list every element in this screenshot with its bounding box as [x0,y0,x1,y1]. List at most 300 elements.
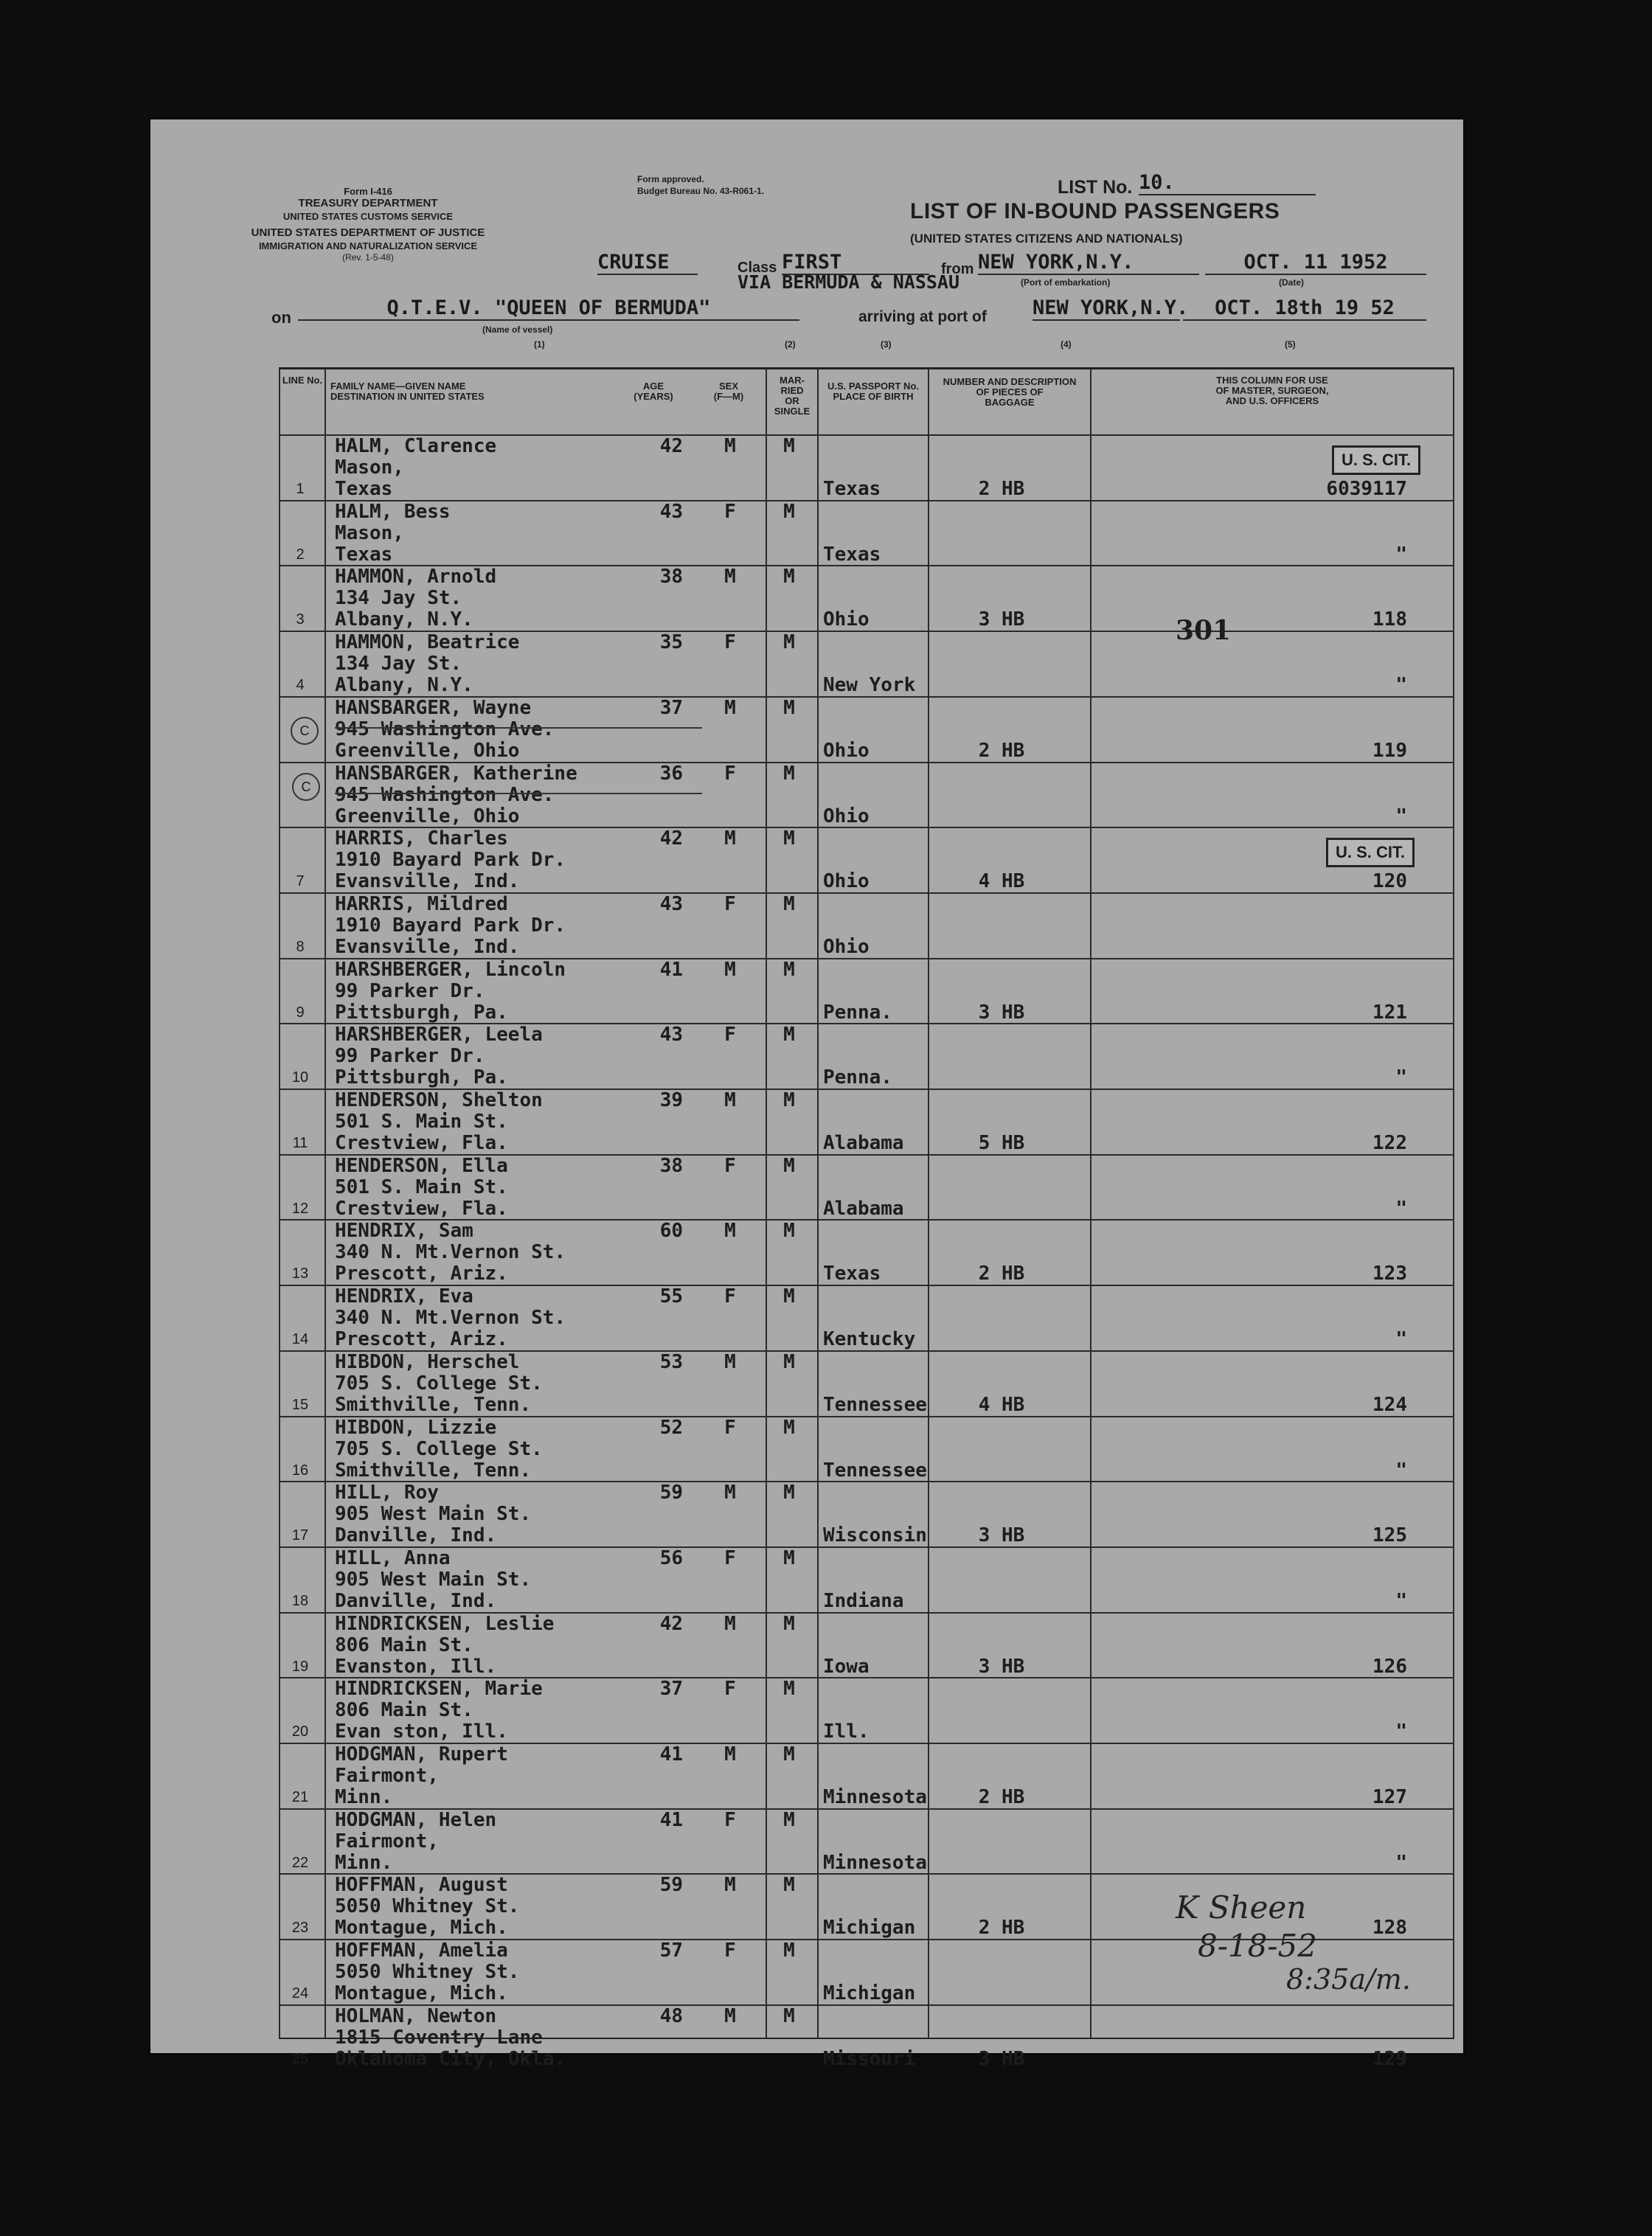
sex-cell: M [724,1350,736,1373]
col-num-2: (2) [785,339,796,350]
passenger-name-block [335,1024,543,1089]
from-label: from [941,261,974,277]
officer-cell: " [1395,1851,1407,1874]
destination-line: 705 S. College St. [335,1437,543,1460]
marital-cell: M [783,1350,795,1373]
sex-cell: M [724,2004,736,2027]
birthplace-cell: Penna. [823,1001,892,1024]
destination-line: 905 West Main St. [335,1568,532,1591]
marital-cell: M [783,762,795,785]
passenger-name: HARSHBERGER, Lincoln [335,958,566,981]
officer-cell: 121 [1372,1001,1407,1024]
baggage-cell: 4 HB [978,870,1025,893]
line-number: 23 [291,1920,309,1937]
table-row [279,1677,1454,1743]
birthplace-cell: New York [823,674,916,697]
destination-line: Evansville, Ind. [335,935,520,958]
table-row [279,1808,1454,1875]
table-row [279,1285,1454,1351]
destination-line: 134 Jay St. [335,587,462,610]
date-caption: (Date) [1279,277,1305,288]
destination-line: Montague, Mich. [335,1982,508,2005]
baggage-cell: 2 HB [978,739,1025,762]
sex-cell: F [724,892,736,915]
passenger-name-block [335,1286,566,1350]
line-number: 18 [291,1592,309,1609]
treasury-dept: TREASURY DEPARTMENT [298,197,438,209]
officer-cell: " [1395,1197,1407,1220]
birthplace-cell: Ohio [823,739,870,762]
passenger-name: HALM, Clarence [335,435,497,457]
marital-cell: M [783,892,795,915]
header-baggage: NUMBER AND DESCRIPTION OF PIECES OF BAGGAGE [943,376,1077,408]
signature-date: 8-18-52 [1198,1928,1317,1964]
age-cell: 59 [659,1874,683,1897]
marital-cell: M [783,958,795,981]
baggage-cell: 3 HB [978,2047,1025,2070]
header-married: MAR- RIED OR SINGLE [774,375,811,417]
sex-cell: F [724,631,736,654]
passenger-name: HINDRICKSEN, Leslie [335,1612,555,1635]
destination-line: Texas [335,543,393,566]
birthplace-cell: Ohio [823,608,870,631]
passenger-name-block [335,1482,531,1546]
header-passport: U.S. PASSPORT No. PLACE OF BIRTH [827,381,919,402]
officer-cell: " [1395,805,1407,827]
sex-cell: M [724,1743,736,1765]
marital-cell: M [783,435,795,457]
destination-line: 5050 Whitney St. [335,1961,520,1984]
col-num-4: (4) [1061,339,1072,350]
passenger-name-block [335,1221,566,1285]
manifest-sheet [150,119,1463,2070]
passenger-name-block [335,566,496,631]
passenger-name: HIBDON, Herschel [335,1350,520,1373]
destination-line: 945 Washington Ave. [335,783,555,806]
marital-cell: M [783,1220,795,1243]
sex-cell: M [724,566,736,588]
sex-cell: M [724,696,736,719]
age-cell: 35 [659,631,683,654]
birthplace-cell: Texas [823,478,881,500]
birthplace-cell: Kentucky [823,1328,916,1351]
line-number: 11 [292,1135,308,1151]
embark-date: OCT. 11 1952 [1205,251,1426,275]
officer-cell: 124 [1372,1393,1407,1416]
baggage-cell: 2 HB [978,1263,1025,1285]
destination-line: Montague, Mich. [335,1917,508,1940]
justice-dept: UNITED STATES DEPARTMENT OF JUSTICE [251,226,485,239]
passenger-name: HARRIS, Charles [335,827,508,850]
age-cell: 38 [659,1154,683,1177]
officer-cell: " [1395,1589,1407,1612]
line-number: 15 [291,1396,309,1413]
class-value: FIRST [782,251,929,275]
page-title: LIST OF IN-BOUND PASSENGERS [910,199,1280,223]
table-row [279,2004,1454,2071]
passenger-name: HALM, Bess [335,500,451,523]
line-number: 24 [291,1985,309,2002]
age-cell: 41 [659,958,683,981]
passenger-name: HILL, Roy [335,1482,439,1504]
line-number: 12 [291,1200,309,1217]
table-row [279,1481,1454,1547]
age-cell: 60 [659,1220,683,1243]
birthplace-cell: Wisconsin [823,1524,927,1547]
birthplace-cell: Alabama [823,1197,904,1220]
line-number: 21 [291,1789,309,1805]
officer-cell: 120 [1372,870,1407,893]
passenger-name: HILL, Anna [335,1546,451,1569]
passenger-name: HENDRIX, Sam [335,1220,473,1243]
budget-bureau: Budget Bureau No. 43-R061-1. [637,186,765,196]
arrival-date: OCT. 18th 19 52 [1183,296,1426,321]
marital-cell: M [783,1285,795,1308]
passenger-name-block [335,1940,519,2004]
marital-cell: M [783,1482,795,1504]
table-row [279,631,1454,697]
table-row [279,500,1454,566]
table-row [279,1546,1454,1613]
line-number: 20 [291,1723,309,1740]
table-row [279,1219,1454,1285]
birthplace-cell: Tennessee [823,1393,927,1416]
age-cell: 39 [659,1089,683,1111]
via-route: VIA BERMUDA & NASSAU [738,271,960,293]
birthplace-cell: Tennessee [823,1459,927,1482]
line-number: 14 [291,1331,309,1348]
passenger-name-block [335,1090,543,1154]
age-cell: 43 [659,500,683,523]
form-approved: Form approved. [637,174,704,184]
line-number: 17 [291,1527,309,1544]
marital-cell: M [783,1678,795,1701]
us-citizen-stamp: U. S. CIT. [1332,445,1420,475]
age-cell: 56 [659,1546,683,1569]
sex-cell: M [724,1089,736,1111]
page-subtitle: (UNITED STATES CITIZENS AND NATIONALS) [910,232,1183,246]
destination-line: Fairmont, [335,1830,439,1853]
destination-line: Prescott, Ariz. [335,1328,508,1351]
marital-cell: M [783,2004,795,2027]
age-cell: 41 [659,1743,683,1765]
line-number: 16 [291,1462,309,1479]
header-line: LINE No. [282,375,323,386]
officer-cell: 129 [1372,2047,1407,2070]
vessel-caption: (Name of vessel) [482,324,553,335]
signature-time: 8:35a/m. [1286,1963,1411,1996]
list-number: 10. [1139,171,1316,195]
line-number: 2 [296,546,305,563]
embark-port: NEW YORK,N.Y. [978,251,1199,275]
marital-cell: M [783,827,795,850]
passenger-name: HENDERSON, Ella [335,1154,508,1177]
table-row [279,565,1454,631]
destination-line: Albany, N.Y. [335,608,473,631]
vessel-name: Q.T.E.V. "QUEEN OF BERMUDA" [298,296,799,321]
destination-line: 1910 Bayard Park Dr. [335,849,566,872]
sex-cell: F [724,1678,736,1701]
destination-line: Mason, [335,521,404,544]
arrival-port: NEW YORK,N.Y. [1032,296,1189,319]
passenger-name-block [335,1156,508,1220]
col-num-5: (5) [1285,339,1296,350]
passenger-name-block [335,1352,543,1416]
passenger-name: HAMMON, Beatrice [335,631,520,654]
birthplace-cell: Indiana [823,1589,904,1612]
baggage-cell: 3 HB [978,1524,1025,1547]
age-cell: 57 [659,1940,683,1962]
birthplace-cell: Ohio [823,870,870,893]
birthplace-cell: Alabama [823,1132,904,1154]
marital-cell: M [783,696,795,719]
age-cell: 43 [659,1024,683,1046]
col-num-1: (1) [534,339,545,350]
age-cell: 55 [659,1285,683,1308]
destination-line: Fairmont, [335,1765,439,1787]
sex-cell: F [724,1285,736,1308]
table-row [279,892,1454,959]
header-officers: THIS COLUMN FOR USE OF MASTER, SURGEON, AND U.S. OFFICERS [1215,375,1329,406]
passenger-name-block [335,1744,508,1808]
baggage-cell: 4 HB [978,1393,1025,1416]
us-citizen-stamp: U. S. CIT. [1326,838,1415,867]
cancel-circle: C [291,717,319,745]
passenger-name: HINDRICKSEN, Marie [335,1678,543,1701]
marital-cell: M [783,631,795,654]
baggage-cell: 3 HB [978,608,1025,631]
destination-line: Smithville, Tenn. [335,1459,532,1482]
passenger-name: HOFFMAN, August [335,1874,508,1897]
officer-cell: 6039117 [1326,478,1407,500]
officer-cell: " [1395,1721,1407,1743]
line-number: 19 [291,1658,309,1675]
passenger-name-block [335,1875,519,1939]
form-revision: (Rev. 1-5-48) [342,252,394,263]
officer-cell: " [1395,1066,1407,1089]
sex-cell: F [724,1416,736,1439]
ledger-number: 301 [1176,615,1232,646]
birthplace-cell: Missouri [823,2047,916,2070]
birthplace-cell: Ohio [823,805,870,827]
cancel-circle: C [292,773,320,801]
age-cell: 52 [659,1416,683,1439]
marital-cell: M [783,1089,795,1111]
destination-line: Minn. [335,1851,393,1874]
age-cell: 37 [659,1678,683,1701]
destination-line: Greenville, Ohio [335,739,520,762]
birthplace-cell: Ohio [823,935,870,958]
age-cell: 48 [659,2004,683,2027]
baggage-cell: 2 HB [978,1917,1025,1940]
destination-line: 905 West Main St. [335,1503,532,1526]
line-number: 22 [291,1854,309,1871]
marital-cell: M [783,566,795,588]
sex-cell: M [724,435,736,457]
ins-service: IMMIGRATION AND NATURALIZATION SERVICE [258,240,478,251]
line-number: 8 [296,938,305,955]
destination-line: Smithville, Tenn. [335,1393,532,1416]
birthplace-cell: Michigan [823,1982,916,2005]
passenger-name-block [335,1614,554,1678]
officer-cell: 126 [1372,1655,1407,1678]
officer-cell: 122 [1372,1132,1407,1154]
header-sex: SEX (F—M) [713,381,744,402]
age-cell: 36 [659,762,683,785]
marital-cell: M [783,1743,795,1765]
destination-line: Danville, Ind. [335,1589,497,1612]
destination-line: Evan ston, Ill. [335,1721,508,1743]
destination-line: Prescott, Ariz. [335,1263,508,1285]
header-name: FAMILY NAME—GIVEN NAME DESTINATION IN UNITED STATES [330,381,485,402]
officer-cell: " [1395,1459,1407,1482]
sex-cell: M [724,1612,736,1635]
birthplace-cell: Penna. [823,1066,892,1089]
table-row [279,762,1454,828]
passenger-name: HAMMON, Arnold [335,566,497,588]
sex-cell: M [724,1220,736,1243]
marital-cell: M [783,1154,795,1177]
age-cell: 42 [659,435,683,457]
officer-cell: 128 [1372,1917,1407,1940]
passenger-name-block [335,763,577,827]
destination-line: Pittsburgh, Pa. [335,1066,508,1089]
line-number: 10 [291,1069,309,1086]
form-number: Form I-416 [344,186,392,197]
destination-line: 705 S. College St. [335,1372,543,1395]
birthplace-cell: Michigan [823,1917,916,1940]
table-row [279,827,1454,893]
sex-cell: M [724,1874,736,1897]
destination-line: Danville, Ind. [335,1524,497,1547]
baggage-cell: 2 HB [978,1786,1025,1808]
destination-line: Crestview, Fla. [335,1132,508,1154]
sex-cell: F [724,500,736,523]
destination-line: 99 Parker Dr. [335,1045,485,1068]
marital-cell: M [783,500,795,523]
destination-line: Oklahoma City, Okla. [335,2047,566,2070]
table-row [279,958,1454,1024]
passenger-name-block [335,632,519,696]
passenger-name-block [335,828,566,892]
passenger-name-block [335,894,566,958]
line-number: 9 [296,1004,305,1021]
col-num-3: (3) [881,339,892,350]
sex-cell: F [724,1808,736,1831]
line-number: 1 [296,481,305,497]
passenger-name-block [335,1417,543,1482]
passenger-name: HARSHBERGER, Leela [335,1024,543,1046]
marital-cell: M [783,1024,795,1046]
age-cell: 53 [659,1350,683,1373]
destination-line: 501 S. Main St. [335,1111,508,1133]
line-number: 7 [296,873,305,890]
destination-line: 340 N. Mt.Vernon St. [335,1307,566,1330]
table-row [279,1743,1454,1809]
passenger-name: HANSBARGER, Wayne [335,696,532,719]
passenger-name: HODGMAN, Helen [335,1808,497,1831]
officer-cell: 127 [1372,1786,1407,1808]
destination-line: Evansville, Ind. [335,870,520,893]
line-number: 25 [291,2050,309,2067]
sex-cell: M [724,958,736,981]
passenger-name-block [335,436,496,500]
sex-cell: F [724,1940,736,1962]
passenger-name: HODGMAN, Rupert [335,1743,508,1765]
officer-cell: 118 [1372,608,1407,631]
sex-cell: F [724,762,736,785]
list-label: LIST No. [1058,177,1133,198]
marital-cell: M [783,1416,795,1439]
sex-cell: F [724,1546,736,1569]
destination-line: 945 Washington Ave. [335,718,555,740]
destination-line: Albany, N.Y. [335,674,473,697]
age-cell: 38 [659,566,683,588]
destination-line: Evanston, Ill. [335,1655,497,1678]
age-cell: 37 [659,696,683,719]
passenger-name: HENDRIX, Eva [335,1285,473,1308]
destination-line: 134 Jay St. [335,653,462,676]
table-row [279,1023,1454,1089]
table-row [279,1612,1454,1678]
table-row [279,1089,1454,1155]
birthplace-cell: Iowa [823,1655,870,1678]
sex-cell: F [724,1024,736,1046]
line-number: 13 [291,1265,309,1282]
header-age: AGE (YEARS) [634,381,673,402]
passenger-name: HOFFMAN, Amelia [335,1940,508,1962]
passenger-name: HANSBARGER, Katherine [335,762,577,785]
table-row [279,1350,1454,1417]
inspector-signature: K Sheen [1176,1889,1307,1926]
officer-cell: 125 [1372,1524,1407,1547]
marital-cell: M [783,1940,795,1962]
destination-line: 806 Main St. [335,1699,473,1722]
age-cell: 42 [659,827,683,850]
destination-line: Minn. [335,1786,393,1808]
birthplace-cell: Minnesota [823,1786,927,1808]
baggage-cell: 3 HB [978,1655,1025,1678]
line-number: 3 [296,611,305,628]
destination-line: 1910 Bayard Park Dr. [335,914,566,937]
passenger-name-block [335,2006,566,2070]
passenger-name-block [335,959,566,1024]
cruise-label: CRUISE [597,251,698,275]
arriving-label: arriving at port of [858,308,987,325]
sex-cell: M [724,827,736,850]
destination-line: 99 Parker Dr. [335,979,485,1002]
destination-line: 5050 Whitney St. [335,1895,520,1918]
passenger-name-block [335,501,451,566]
passenger-name-block [335,1678,543,1743]
table-row [279,696,1454,763]
baggage-cell: 3 HB [978,1001,1025,1024]
marital-cell: M [783,1612,795,1635]
destination-line: 806 Main St. [335,1633,473,1656]
officer-cell: " [1395,543,1407,566]
destination-line: 340 N. Mt.Vernon St. [335,1241,566,1264]
age-cell: 43 [659,892,683,915]
destination-line: 501 S. Main St. [335,1176,508,1198]
destination-line: Greenville, Ohio [335,805,520,827]
class-label: Class [738,260,777,276]
passenger-name-block [335,1548,531,1612]
officer-cell: " [1395,674,1407,697]
officer-cell: " [1395,1328,1407,1351]
age-cell: 42 [659,1612,683,1635]
embark-caption: (Port of embarkation) [1021,277,1111,288]
officer-cell: 123 [1372,1263,1407,1285]
